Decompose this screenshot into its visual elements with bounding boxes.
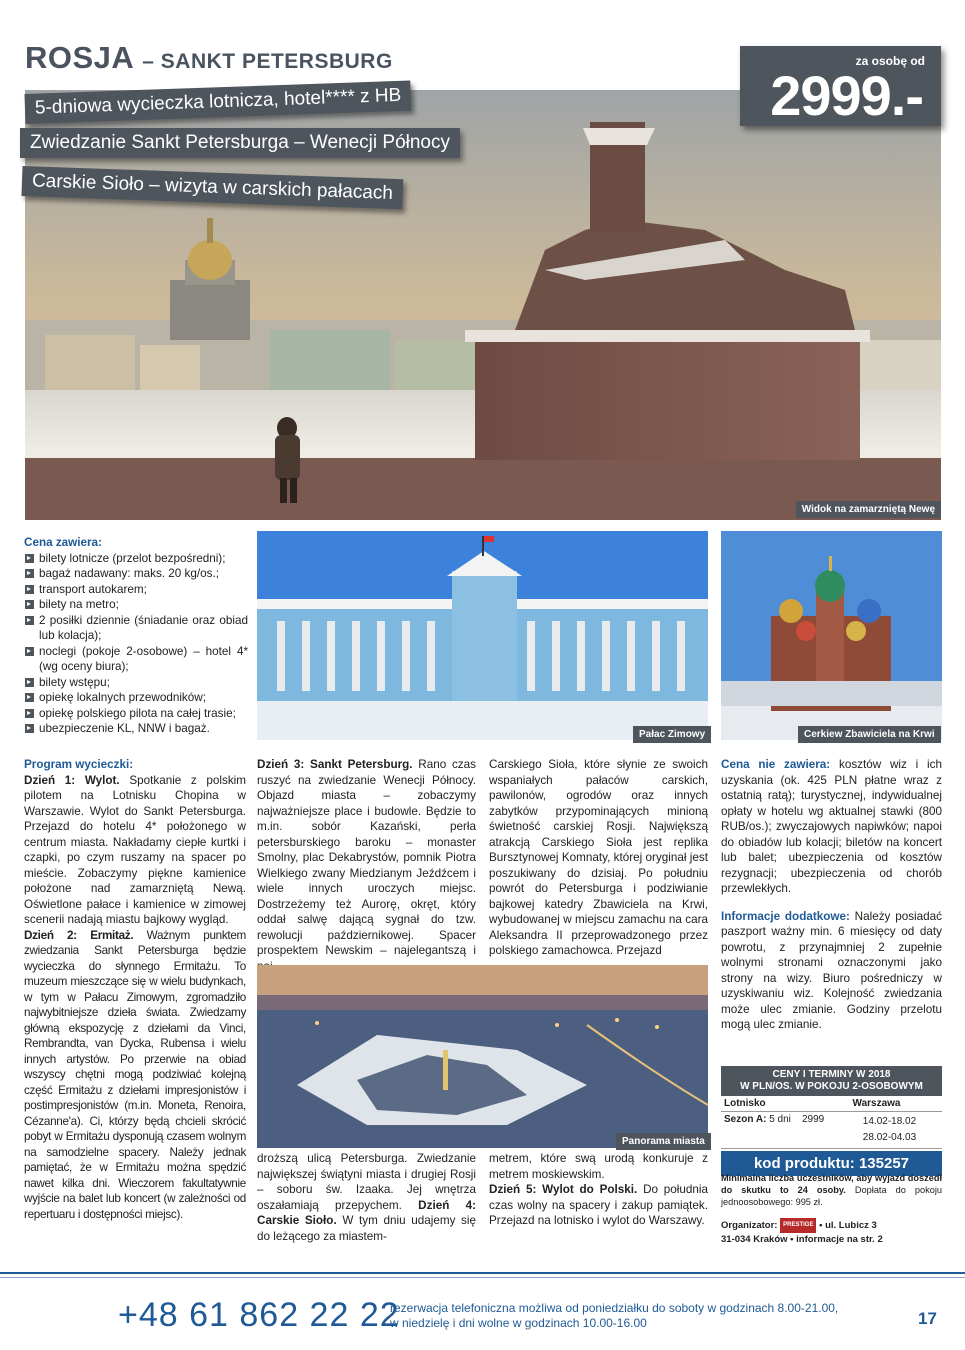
program-column-2-top bbox=[257, 757, 476, 974]
organizer-address-2: 31-034 Kraków • informacje na str. 2 bbox=[721, 1234, 883, 1245]
day-4-label: Dzień 4: Carskie Sioło. bbox=[257, 1198, 477, 1227]
list-item: bilety wstępu; bbox=[24, 675, 248, 691]
day-2-label: Dzień 2: Ermitaż. bbox=[24, 928, 134, 942]
booking-hours-line: w niedzielę i dni wolne w godzinach 10.00-16.00 bbox=[390, 1316, 647, 1330]
list-item: bagaż nadawany: maks. 20 kg/os.; bbox=[24, 566, 248, 582]
phone-number[interactable]: +48 61 862 22 22 bbox=[118, 1296, 400, 1334]
additional-heading: Informacje dodatkowe: bbox=[721, 909, 850, 923]
col-city: Warszawa bbox=[852, 1098, 901, 1109]
organizer-section bbox=[721, 1218, 942, 1246]
footer-divider-thin bbox=[0, 1277, 965, 1278]
col-airport: Lotnisko bbox=[724, 1098, 766, 1109]
price-value: 2999.- bbox=[770, 64, 923, 127]
booking-hours bbox=[390, 1301, 838, 1331]
season-label: Sezon A: bbox=[724, 1114, 767, 1125]
ribbon-sightseeing: Zwiedzanie Sankt Petersburga – Wenecji Północy bbox=[20, 128, 460, 158]
price-table-title: CENY I TERMINY W 2018 bbox=[772, 1069, 891, 1080]
organizer-label: Organizator: bbox=[721, 1220, 778, 1232]
program-column-3-top bbox=[489, 757, 708, 959]
footer-divider bbox=[0, 1272, 965, 1274]
includes-list bbox=[24, 551, 248, 737]
includes-section bbox=[24, 535, 248, 737]
day-3-text-continued: droższą ulicą Petersburga. Zwiedzanie największej świątyni miasta i drugiej Rosji – soboru św. Izaaka. Jej wnętrza oszałamiają przepychem. bbox=[257, 1152, 476, 1212]
price-label: za osobę od bbox=[855, 54, 925, 68]
list-item: noclegi (pokoje 2-osobowe) – hotel 4* (wg oceny biura); bbox=[24, 644, 248, 675]
includes-heading: Cena zawiera: bbox=[24, 536, 102, 549]
page-number: 17 bbox=[918, 1309, 937, 1328]
price-table-header bbox=[721, 1066, 942, 1096]
church-photo bbox=[721, 531, 942, 740]
list-item: transport autokarem; bbox=[24, 582, 248, 598]
ribbon-tsarskoye: Carskie Sioło – wizyta w carskich pałacach bbox=[21, 166, 403, 209]
price-table-subtitle: W PLN/OS. W POKOJU 2-OSOBOWYM bbox=[740, 1081, 923, 1092]
day-4-text: W tym dniu udajemy się do leżącego za miastem- bbox=[257, 1214, 477, 1243]
palace-photo bbox=[257, 531, 708, 740]
church-caption: Cerkiew Zbawiciela na Krwi bbox=[798, 726, 941, 743]
price-box bbox=[740, 46, 941, 126]
list-item: ubezpieczenie KL, NNW i bagaż. bbox=[24, 721, 248, 737]
palace-caption: Pałac Zimowy bbox=[633, 726, 711, 743]
min-participants: Minimalna liczba uczestników, aby wyjazd doszedł do skutku to 24 osoby. bbox=[721, 1173, 942, 1195]
panorama-photo bbox=[257, 965, 708, 1148]
booking-hours-line: rezerwacja telefoniczna możliwa od poniedziałku do soboty w godzinach 8.00-21.00, bbox=[390, 1301, 839, 1315]
program-column-1 bbox=[24, 757, 246, 1222]
day-1 bbox=[24, 773, 246, 928]
day-2 bbox=[24, 928, 246, 1223]
day-3-text: Rano czas ruszyć na zwiedzanie Wenecji Północy. Objazd miasta – zobaczymy najważniejsze place i budowle. Będzie to m.in. sobór Kazański, perła petersburskiego baroku – monaster Smolny, plac Dekabrystów, pomnik Piotra Wielkiego zwany Miedzianym Jeźdźcem i wiele innych uroczych miejsc. Dostrzeżemy też Aurorę, okręt, który oddał salwę dającą sygnał do tzw. rewolucji październikowej. Spacer prospektem Newskim – najelegantszą i bbox=[257, 758, 476, 957]
price-table bbox=[721, 1066, 942, 1176]
excludes-heading: Cena nie zawiera: bbox=[721, 758, 831, 771]
notes-section bbox=[721, 1172, 942, 1208]
day-1-label: Dzień 1: Wylot. bbox=[24, 773, 120, 787]
day-4-text-continued: Carskiego Sioła, które słynie ze swoich wspaniałych pałaców carskich, pawilonów, ogrodów oraz innych zabytków przypominających minioną świetność carskiej Rosji. Największą atrakcją Carskiego Sioła jest replika Bursztynowej Komnaty, której oryginał jest poszukiwany do dzisiaj. Po południu powrót do Petersburga i podziwianie bajkowej katedry Zbawiciela na Krwi, wybudowanej w miejscu zamachu na cara Aleksandra II przeprowadzonego przez polskiego zamachowca. Przejazd bbox=[489, 758, 708, 957]
season-cell bbox=[721, 1112, 799, 1148]
season-price: 2999 bbox=[802, 1114, 825, 1125]
list-item: opiekę lokalnych przewodników; bbox=[24, 690, 248, 706]
table-row bbox=[721, 1112, 942, 1149]
date-range: 14.02-18.02 bbox=[862, 1116, 917, 1127]
program-heading: Program wycieczki: bbox=[24, 758, 134, 771]
day-5 bbox=[489, 1182, 708, 1229]
single-supplement: Dopłata do pokoju jednoosobowego: 995 zł. bbox=[721, 1185, 942, 1207]
panorama-caption: Panorama miasta bbox=[616, 1133, 711, 1150]
day-3-label: Dzień 3: Sankt Petersburg. bbox=[257, 758, 413, 771]
program-column-2-bottom bbox=[257, 1151, 476, 1244]
day-1-text: Spotkanie z polskim pilotem na Lotnisku Chopina w Warszawie. Wylot do Sankt Petersburga. Przejazd do hotelu 4* położonego w centrum miasta. Nakładamy ciepłe kurtki i czapki, po czym ruszamy na spacer po mieście. Zobaczymy piękne kamienice położone nad zamarzniętą Newą. Oświetlone pałace i kamienice w zimowej scenerii nadają miastu bajkowy wygląd. bbox=[24, 773, 247, 926]
season-days: 5 dni bbox=[769, 1114, 791, 1125]
date-range: 28.02-04.03 bbox=[862, 1132, 917, 1143]
city-title: – SANKT PETERSBURG bbox=[142, 50, 393, 73]
day-2-text: Ważnym punktem zwiedzania Sankt Petersburga będzie wycieczka do słynnego Ermitażu. To muzeum mieszczące się w wielu budynkach, w tym w Pałacu Zimowym, zgromadziło najwybitniejsze dzieła świata. Zwiedzamy główną ekspozycję z dziełami da Vinci, Rembrandta, van Dycka, Rubensa i wielu innych artystów. Po przerwie na obiad wszyscy chętni mogą podziwiać kolejną część Ermitażu z dziełami impresjonistów i postimpresjonistów (m.in. Moneta, Renoira, Cézanne'a). Ci, którzy będą chcieli skrócić pobyt w Ermitażu dysponują czasem wolnym na samodzielne spacery. Należy jednak pamiętać, że w Ermitażu można spędzić nawet kilka dni. Wieczorem fakultatywnie wyjście na balet lub koncert (w zależności od repertuaru i dostępności miejsc). bbox=[24, 928, 246, 1221]
organizer-address-1: • ul. Lubicz 3 bbox=[819, 1220, 877, 1232]
country-title: ROSJA bbox=[25, 40, 134, 75]
list-item: 2 posiłki dziennie (śniadanie oraz obiad lub kolacja); bbox=[24, 613, 248, 644]
day-4-text-end: metrem, które swą urodą konkuruje z metrem moskiewskim. bbox=[489, 1152, 708, 1181]
additional-block bbox=[721, 909, 942, 1033]
day-5-text: Do południa czas wolny na spacery i zakup pamiątek. Przejazd na lotnisko i wylot do Warszawy. bbox=[489, 1183, 709, 1227]
excludes-block bbox=[721, 757, 942, 897]
list-item: opiekę polskiego pilota na całej trasie; bbox=[24, 706, 248, 722]
table-row bbox=[721, 1096, 942, 1112]
list-item: bilety na metro; bbox=[24, 597, 248, 613]
additional-text: Należy posiadać paszport ważny min. 6 miesięcy od daty powrotu, z przynajmniej 2 zupełnie wolnymi stronami oznaczonymi jako strony na wizy. Biuro pośredniczy w uzyskiwaniu wiz. Kolejność zwiedzania może ulec zmianie. Godziny przelotu mogą ulec zmianie. bbox=[721, 909, 942, 1031]
page-title bbox=[25, 40, 393, 76]
excludes-section bbox=[721, 757, 942, 1033]
ribbon-trip-type: 5-dniowa wycieczka lotnicza, hotel**** z HB bbox=[24, 81, 411, 124]
list-item: bilety lotnicze (przelot bezpośredni); bbox=[24, 551, 248, 567]
excludes-text: kosztów wiz i ich uzyskania (ok. 425 PLN płatne wraz z ostatnią ratą); turystycznej, indywidualnej opłaty w hotelu wg aktualnej stawki (800 RUB/os.); zwyczajowych napiwków; napoi do obiadów lub kolacji; biletów na koncert lub balet; ubezpieczenia od kosztów rezygnacji; ubezpieczenia od chorób przewlekłych. bbox=[721, 758, 942, 895]
organizer-logo: PRESTIGE bbox=[780, 1218, 816, 1233]
season-dates bbox=[837, 1112, 942, 1148]
hero-caption: Widok na zamarzniętą Newę bbox=[796, 501, 941, 518]
program-column-3-bottom bbox=[489, 1151, 708, 1229]
product-code: kod produktu: 135257 bbox=[721, 1151, 942, 1176]
day-5-label: Dzień 5: Wylot do Polski. bbox=[489, 1183, 638, 1196]
